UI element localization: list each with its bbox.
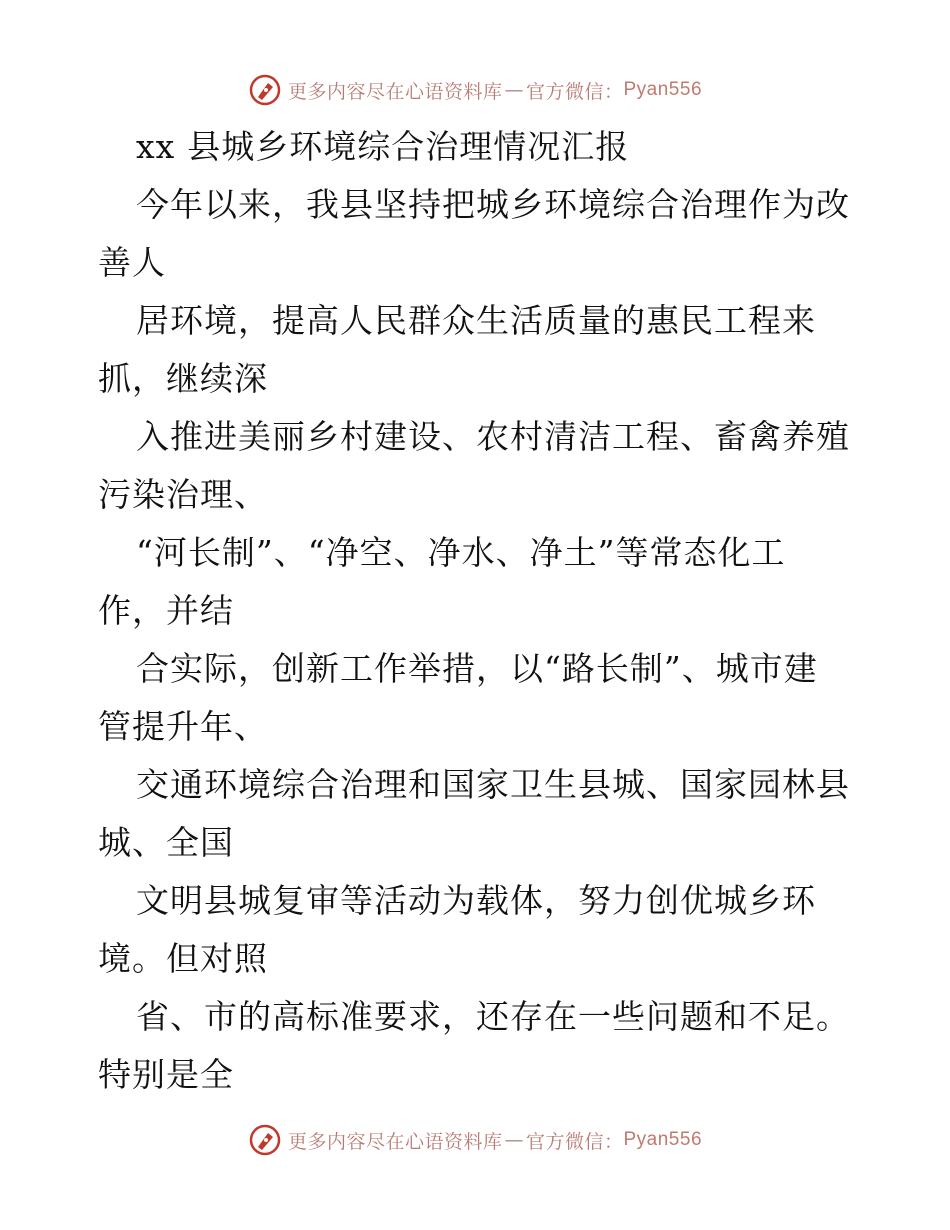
watermark-wechat-label: 官方微信： [525, 1130, 624, 1153]
paragraph-line: 交通环境综合治理和国家卫生县城、国家园林县 [136, 765, 850, 804]
paragraph-line: 境。但对照 [98, 939, 268, 978]
watermark-text: 更多内容尽在心语资料库 [287, 80, 503, 103]
footer-watermark [0, 1120, 950, 1160]
header-watermark [0, 70, 950, 110]
paragraph-line: 今年以来，我县坚持把城乡环境综合治理作为改 [136, 185, 850, 224]
paragraph-line: 污染治理、 [98, 475, 268, 514]
pen-nib-logo-icon [248, 1123, 282, 1157]
paragraph-line: 作，并结 [98, 591, 234, 630]
paragraph-line: 居环境，提高人民群众生活质量的惠民工程来 [136, 301, 816, 340]
paragraph-line: 合实际，创新工作举措，以“路长制”、城市建 [136, 649, 818, 688]
paragraph-line: 善人 [98, 243, 166, 282]
watermark-text: 更多内容尽在心语资料库 [287, 1130, 503, 1153]
paragraph-line: 特别是全 [98, 1055, 234, 1094]
title-prefix: xx [136, 127, 176, 166]
watermark-separator: — [504, 79, 524, 101]
pen-nib-logo-icon [248, 73, 282, 107]
paragraph-line: 文明县城复审等活动为载体，努力创优城乡环 [136, 881, 816, 920]
paragraph-line: 城、全国 [98, 823, 234, 862]
paragraph-line: 抓，继续深 [98, 359, 268, 398]
document-title [98, 118, 858, 176]
paragraph-line: 管提升年、 [98, 707, 268, 746]
watermark-handle: Pyan556 [623, 79, 703, 100]
watermark-handle: Pyan556 [623, 1129, 703, 1150]
watermark-wechat-label: 官方微信： [525, 80, 624, 103]
watermark-separator: — [504, 1129, 524, 1151]
paragraph-line: 入推进美丽乡村建设、农村清洁工程、畜禽养殖 [136, 417, 850, 456]
paragraph-line: “河长制”、“净空、净水、净土”等常态化工 [136, 533, 786, 572]
document-body [98, 118, 858, 1104]
title-text: 县城乡环境综合治理情况汇报 [187, 127, 630, 166]
paragraph-line: 省、市的高标准要求，还存在一些问题和不足。 [136, 997, 850, 1036]
